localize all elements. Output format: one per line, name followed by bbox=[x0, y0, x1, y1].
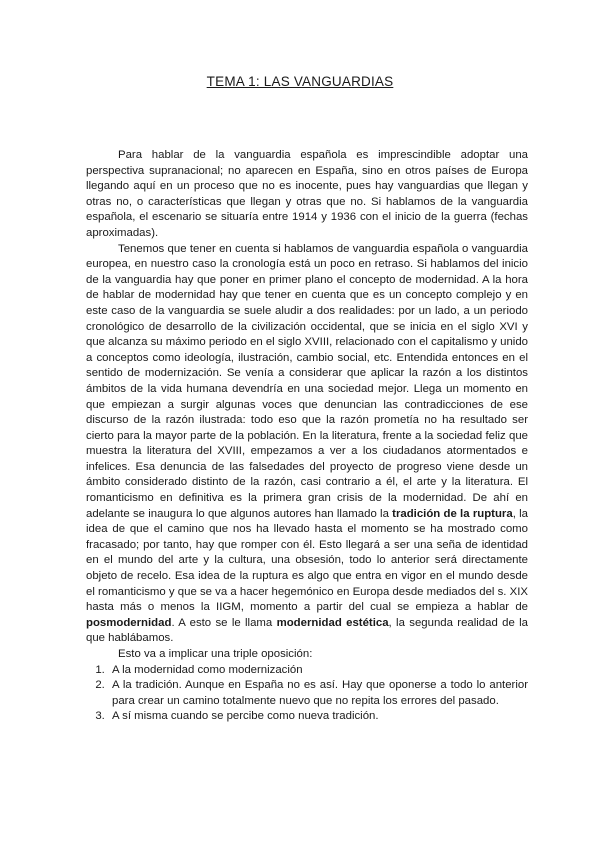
document-body bbox=[86, 148, 528, 725]
paragraph-2-text: . A esto se le llama bbox=[171, 616, 277, 629]
paragraph-1: Para hablar de la vanguardia española es imprescindible adoptar una perspectiva supranacional; no aparecen en España, sino en otros países de Europa llegando aquí en un proceso que no es inocente, pues hay vanguardias que llegan y otras no, o características que llegan y otras que no. Si hablamos de la vanguardia española, el escenario se situaría entre 1914 y 1936 con el inicio de la guerra (fechas aproximadas). bbox=[86, 149, 528, 239]
list-intro: Esto va a implicar una triple oposición: bbox=[118, 648, 313, 660]
list-item: 2. A la tradición. Aunque en España no es así. Hay que oponerse a todo lo anterior para crear un camino totalmente nuevo que no repita los errores del pasado. bbox=[108, 678, 528, 709]
list-item: 1. A la modernidad como modernización bbox=[108, 663, 528, 679]
opposition-list bbox=[86, 663, 528, 725]
paragraph-2-text: Tenemos que tener en cuenta si hablamos de vanguardia española o vanguardia europea, en nuestro caso la cronología está un poco en retraso. Si hablamos del inicio de la vanguardia hay que poner en primer plano el concepto de modernidad. A la hora de hablar de modernidad hay que tener en cuenta que es un concepto complejo y en este caso de la vanguardia se suele aludir a dos realidades: por un lado, a un periodo cronológico de desarrollo de la civilización occidental, que se inicia en el siglo XVI y que alcanza su máximo periodo en el siglo XVIII, relacionado con el capitalismo y unido a conceptos como ideología, ilustración, cambio social, etc. Entendida entonces en el sentido de modernización. Se venía a considerar que aplicar la razón a los distintos ámbitos de la vida humana devendría en una sociedad mejor. Llega un momento en que empiezan a surgir algunas voces que denuncian las contradicciones de ese discurso de la razón ilustrada: todo eso que la razón prometía no ha resultado ser cierto para la mayor parte de la población. En la literatura, frente a la sociedad feliz que muestra la literatura del XVIII, empezamos a ver a los ciudadanos atormentados e infelices. Esa denuncia de las falsedades del proyecto de progreso viene desde un ámbito considerado distinto de la razón, casi contrario a él, el arte y la literatura. El romanticismo en definitiva es la primera gran crisis de la modernidad. De ahí en adelante se inaugura lo que algunos autores han llamado la bbox=[86, 242, 528, 520]
paragraph-2-text: , la idea de que el camino que nos ha llevado hasta el momento se ha mostrado como fracasado; por tanto, hay que romper con él. Esto llegará a ser una seña de identidad en el mundo del arte y la cultura, una obsesión, todo lo anterior será directamente objeto de recelo. Esa idea de la ruptura es algo que entra en vigor en el mundo desde el romanticismo y que se va a hacer hegemónico en Europa desde mediados del s. XIX hasta más o menos la IIGM, momento a partir del cual se empieza a hablar de bbox=[86, 507, 528, 614]
document-title: TEMA 1: LAS VANGUARDIAS bbox=[206, 74, 394, 89]
paragraph-2 bbox=[86, 242, 528, 647]
paragraph-2-text: , la segunda realidad de la que hablábamos. bbox=[86, 616, 529, 645]
bold-term-modernidad-estetica: modernidad estética bbox=[276, 616, 389, 629]
bold-term-tradicion-ruptura: tradición de la ruptura bbox=[392, 507, 513, 520]
bold-term-posmodernidad: posmodernidad bbox=[86, 616, 172, 629]
list-item: 3. A sí misma cuando se percibe como nueva tradición. bbox=[108, 709, 528, 725]
